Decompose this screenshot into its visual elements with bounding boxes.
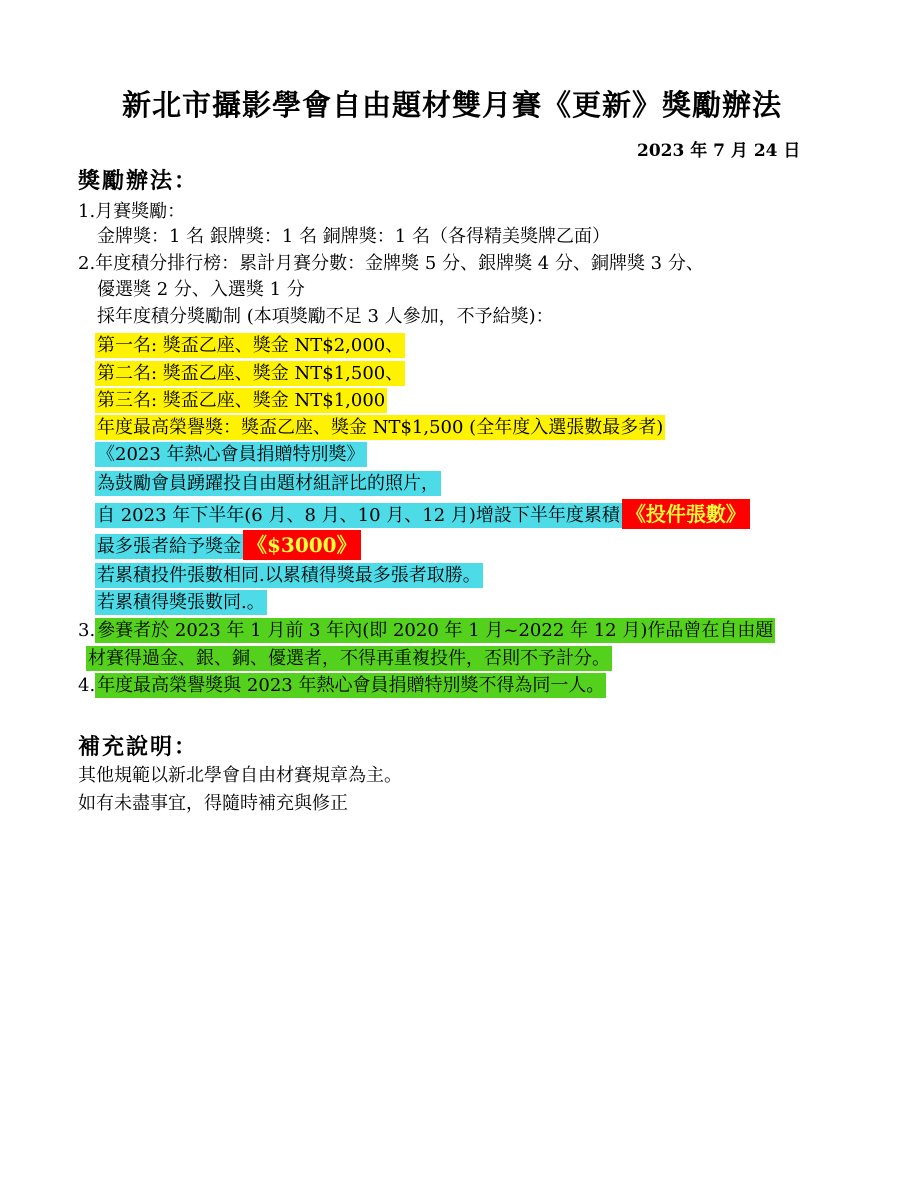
prize-top-honor-row <box>95 416 665 440</box>
document-title: 新北市攝影學會自由題材雙月賽《更新》獎勵辦法 <box>121 88 782 122</box>
prize-second-row <box>95 362 405 386</box>
item2-line2: 優選獎 2 分、入選獎 1 分 <box>97 279 305 300</box>
item3-line1-row <box>78 619 775 643</box>
section-heading-rewards: 獎勵辦法： <box>78 168 199 194</box>
special-line2: 自 2023 年下半年(6 月、8 月、10 月、12 月)增設下半年度累積 <box>97 505 620 526</box>
special-line3: 最多張者給予獎金 <box>97 536 241 557</box>
prize-amount-tag: 《$3000》 <box>243 530 361 560</box>
item2-line3: 採年度積分獎勵制 (本項獎勵不足 3 人參加，不予給獎)： <box>97 306 554 327</box>
special-award-title: 《2023 年熱心會員捐贈特別獎》 <box>97 444 365 465</box>
submission-count-tag: 《投件張數》 <box>622 499 750 529</box>
supplement-line1: 其他規範以新北學會自由材賽規章為主。 <box>78 765 402 786</box>
special-title-row <box>95 443 367 467</box>
prize-third-row <box>95 389 387 413</box>
special-line4: 若累積投件張數相同.以累積得獎最多張者取勝。 <box>97 565 481 586</box>
item3-line2: 材賽得過金、銀、銅、優選者，不得再重複投件，否則不予計分。 <box>88 648 610 669</box>
prize-third: 第三名: 獎盃乙座、獎金 NT$1,000 <box>97 390 386 411</box>
item1-label: 1.月賽獎勵： <box>78 201 186 222</box>
item3-line2-row <box>86 647 612 671</box>
special-line3-row <box>95 533 361 559</box>
prize-first-row <box>95 334 405 358</box>
item3-line1: 參賽者於 2023 年 1 月前 3 年內(即 2020 年 1 月~2022 年 12 月)作品曾在自由題 <box>97 620 774 641</box>
special-line1-row <box>95 472 441 496</box>
item1-detail: 金牌獎：1 名 銀牌獎：1 名 銅牌獎：1 名（各得精美獎牌乙面） <box>97 226 610 247</box>
prize-top-honor: 年度最高榮譽獎：獎盃乙座、獎金 NT$1,500 (全年度入選張數最多者) <box>97 417 664 438</box>
item3-number: 3. <box>78 620 96 641</box>
special-line2-row <box>95 502 750 528</box>
special-line1: 為鼓勵會員踴躍投自由題材組評比的照片， <box>97 473 439 494</box>
supplement-line2: 如有未盡事宜，得隨時補充與修正 <box>78 793 348 814</box>
special-line5: 若累積得獎張數同.。 <box>97 592 265 613</box>
item4-line1: 年度最高榮譽獎與 2023 年熱心會員捐贈特別獎不得為同一人。 <box>97 675 605 696</box>
item4-row <box>78 674 606 698</box>
document-date: 2023 年 7 月 24 日 <box>637 141 801 161</box>
item4-number: 4. <box>78 675 96 696</box>
prize-second: 第二名: 獎盃乙座、獎金 NT$1,500、 <box>97 363 404 384</box>
special-line4-row <box>95 564 483 588</box>
prize-first: 第一名: 獎盃乙座、獎金 NT$2,000、 <box>97 335 404 356</box>
item2-line1: 2.年度積分排行榜：累計月賽分數：金牌獎 5 分、銀牌獎 4 分、銅牌獎 3 分、 <box>78 253 704 274</box>
special-line5-row <box>95 591 267 615</box>
supplement-heading: 補充說明： <box>78 734 199 760</box>
